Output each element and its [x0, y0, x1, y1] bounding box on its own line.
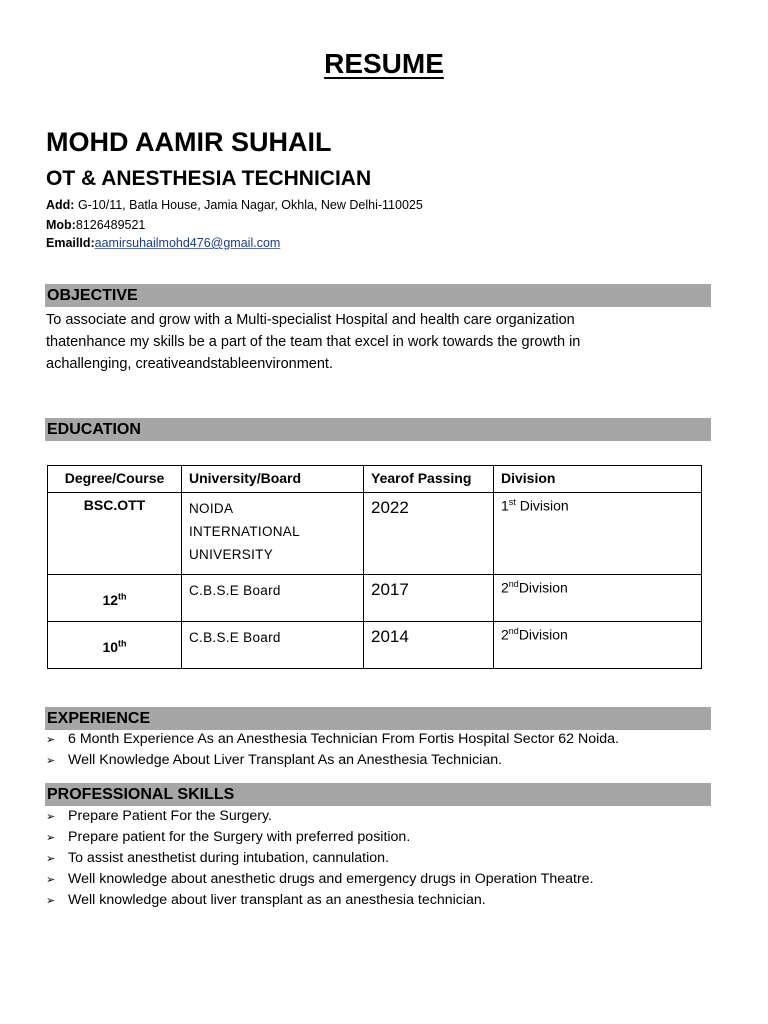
university-cell	[182, 622, 364, 669]
list-item	[46, 808, 594, 829]
division-cell	[494, 575, 702, 622]
division-text: Division	[518, 626, 568, 643]
list-item	[46, 850, 594, 871]
email-line	[46, 236, 280, 250]
skill-item: Prepare patient for the Surgery with preferred position.	[68, 829, 411, 845]
candidate-role: OT & ANESTHESIA TECHNICIAN	[46, 167, 372, 190]
mobile-label: Mob:	[46, 218, 76, 232]
degree-suffix: th	[118, 591, 127, 601]
university-line: UNIVERSITY	[189, 547, 274, 562]
degree-value: BSC.OTT	[83, 497, 146, 513]
column-header: Degree/Course	[48, 466, 182, 493]
arrow-bullet-icon: ➢	[46, 755, 56, 767]
list-item	[46, 829, 594, 850]
column-header: Yearof Passing	[364, 466, 494, 493]
division-number: 2	[501, 626, 509, 643]
arrow-bullet-icon: ➢	[46, 734, 56, 746]
list-item	[46, 892, 594, 913]
degree-cell	[48, 622, 182, 669]
university-line: C.B.S.E Board	[189, 583, 281, 598]
division-text: Division	[515, 497, 569, 514]
division-number: 2	[501, 579, 509, 596]
division-suffix: nd	[508, 626, 519, 636]
email-label: EmailId:	[46, 236, 95, 250]
list-item	[46, 871, 594, 892]
university-cell	[182, 493, 364, 575]
skill-item: Well knowledge about anesthetic drugs and emergency drugs in Operation Theatre.	[68, 871, 594, 887]
university-line: INTERNATIONAL	[189, 524, 300, 539]
year-cell: 2017	[364, 575, 494, 622]
year-cell: 2022	[364, 493, 494, 575]
address-line	[46, 198, 423, 212]
objective-line: achallenging, creativeandstableenvironment.	[46, 356, 333, 372]
degree-cell	[48, 575, 182, 622]
table-header-row	[48, 466, 702, 493]
experience-item: Well Knowledge About Liver Transplant As an Anesthesia Technician.	[68, 752, 503, 768]
table-row	[48, 622, 702, 669]
skill-item: To assist anesthetist during intubation, cannulation.	[68, 850, 389, 866]
email-link[interactable]: aamirsuhailmohd476@gmail.com	[94, 236, 281, 250]
address-label: Add:	[46, 198, 75, 212]
education-table	[47, 465, 702, 669]
experience-item: 6 Month Experience As an Anesthesia Technician From Fortis Hospital Sector 62 Noida.	[68, 731, 619, 747]
objective-heading: OBJECTIVE	[45, 284, 711, 307]
experience-heading: EXPERIENCE	[45, 707, 711, 730]
objective-line: thatenhance my skills be a part of the team that excel in work towards the growth in	[46, 334, 581, 350]
university-cell	[182, 575, 364, 622]
experience-list	[46, 731, 619, 773]
mobile-line	[46, 218, 145, 232]
division-number: 1	[501, 497, 509, 514]
arrow-bullet-icon: ➢	[46, 853, 56, 865]
degree-value: 12	[102, 591, 119, 608]
mobile-value: 8126489521	[75, 218, 146, 232]
skill-item: Prepare Patient For the Surgery.	[68, 808, 272, 824]
list-item	[46, 731, 619, 752]
division-suffix: st	[508, 497, 516, 507]
list-item	[46, 752, 619, 773]
column-header: University/Board	[182, 466, 364, 493]
division-cell	[494, 622, 702, 669]
skills-heading: PROFESSIONAL SKILLS	[45, 783, 711, 806]
degree-cell	[48, 493, 182, 575]
table-row	[48, 575, 702, 622]
university-line: C.B.S.E Board	[189, 630, 281, 645]
division-text: Division	[518, 579, 568, 596]
degree-suffix: th	[118, 638, 127, 648]
skills-list	[46, 808, 594, 913]
degree-value: 10	[102, 638, 119, 655]
division-cell	[494, 493, 702, 575]
arrow-bullet-icon: ➢	[46, 832, 56, 844]
year-cell: 2014	[364, 622, 494, 669]
arrow-bullet-icon: ➢	[46, 811, 56, 823]
arrow-bullet-icon: ➢	[46, 874, 56, 886]
skill-item: Well knowledge about liver transplant as an anesthesia technician.	[68, 892, 486, 908]
arrow-bullet-icon: ➢	[46, 895, 56, 907]
objective-text	[46, 309, 716, 375]
candidate-name: MOHD AAMIR SUHAIL	[46, 127, 332, 157]
objective-line: To associate and grow with a Multi-specialist Hospital and health care organization	[46, 312, 575, 328]
address-value: G-10/11, Batla House, Jamia Nagar, Okhla, New Delhi-110025	[74, 198, 423, 212]
column-header: Division	[494, 466, 702, 493]
resume-title: RESUME	[324, 48, 444, 79]
division-suffix: nd	[508, 579, 519, 589]
education-heading: EDUCATION	[45, 418, 711, 441]
table-row	[48, 493, 702, 575]
university-line: NOIDA	[189, 501, 234, 516]
